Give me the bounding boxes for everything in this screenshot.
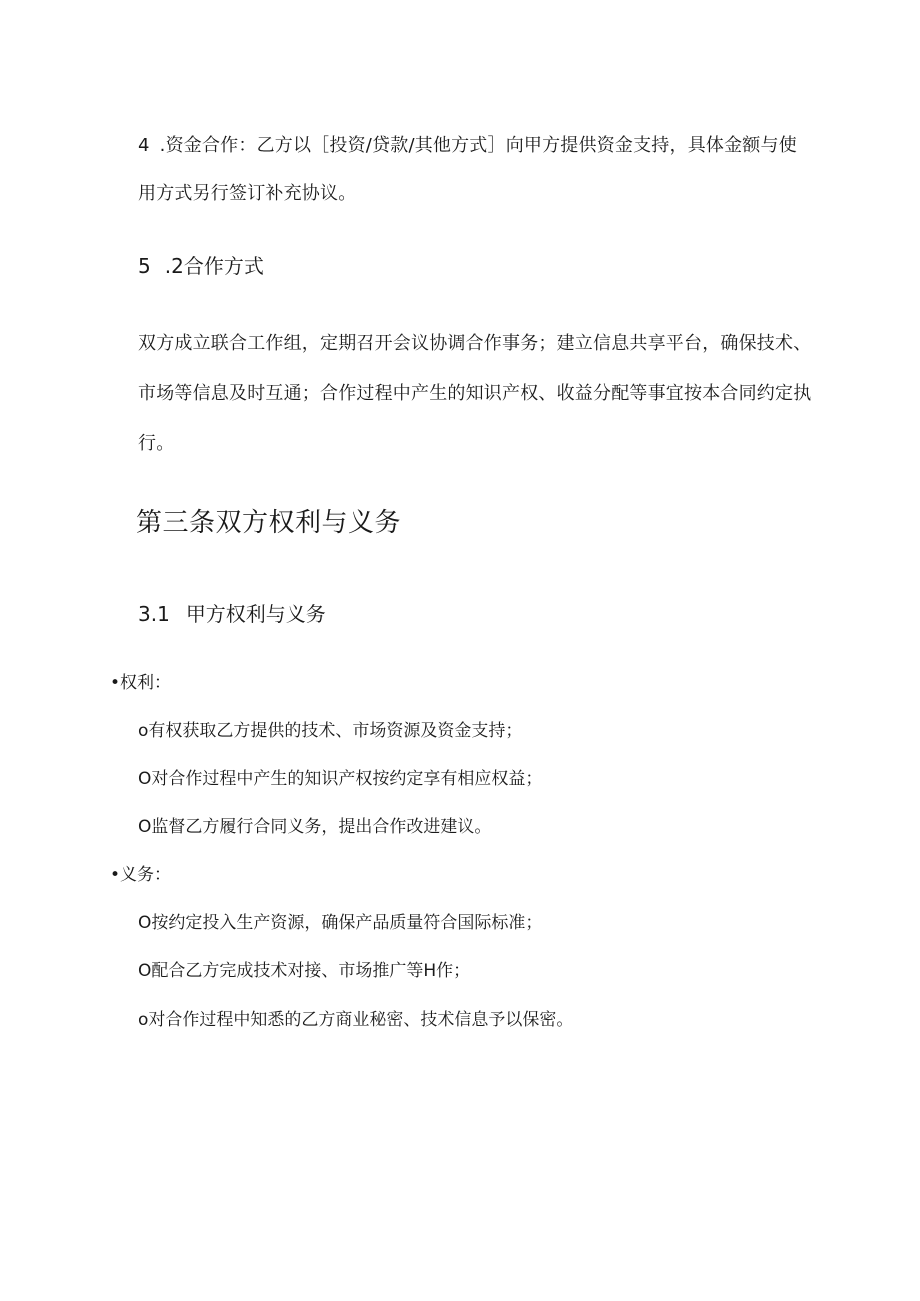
- rights-item-1: o有权获取乙方提供的技术、市场资源及资金支持；: [138, 721, 523, 741]
- section-4-paragraph: [138, 122, 797, 218]
- obligations-item-3: o对合作过程中知悉的乙方商业秘密、技术信息予以保密。: [138, 1010, 574, 1030]
- cooperation-line-3: 行。: [138, 433, 175, 454]
- section-4-text-line-2: 用方式另行签订补充协议。: [138, 183, 357, 204]
- section-4-number: 4: [138, 135, 150, 156]
- obligations-item-2: O配合乙方完成技术对接、市场推广等H作；: [138, 961, 471, 981]
- section-5-2-number: 5: [138, 254, 151, 278]
- cooperation-line-2: 市场等信息及时互通；合作过程中产生的知识产权、收益分配等事宜按本合同约定执: [138, 383, 812, 404]
- article-3-title: 第三条双方权利与义务: [136, 508, 402, 538]
- obligations-label: •义务：: [110, 865, 172, 885]
- obligations-item-1: O按约定投入生产资源，确保产品质量符合国际标准；: [138, 913, 543, 933]
- cooperation-line-1: 双方成立联合工作组，定期召开会议协调合作事务；建立信息共享平台，确保技术、: [138, 333, 812, 354]
- section-3-1-heading: [138, 600, 326, 628]
- section-3-1-title: 甲方权利与义务: [185, 602, 326, 626]
- rights-label: •权利：: [110, 673, 172, 693]
- section-5-2-heading: [138, 252, 264, 280]
- rights-item-2: O对合作过程中产生的知识产权按约定享有相应权益；: [138, 769, 543, 789]
- section-3-1-number: 3.1: [138, 602, 170, 626]
- section-4-line-1: [138, 122, 797, 170]
- rights-item-3: O监督乙方履行合同义务，提出合作改进建议。: [138, 817, 492, 837]
- cooperation-paragraph: [138, 319, 811, 469]
- section-4-text-line-1: .资金合作：乙方以［投资/贷款/其他方式］向甲方提供资金支持，具体金额与使: [159, 135, 797, 156]
- section-5-2-title: .2合作方式: [164, 254, 264, 278]
